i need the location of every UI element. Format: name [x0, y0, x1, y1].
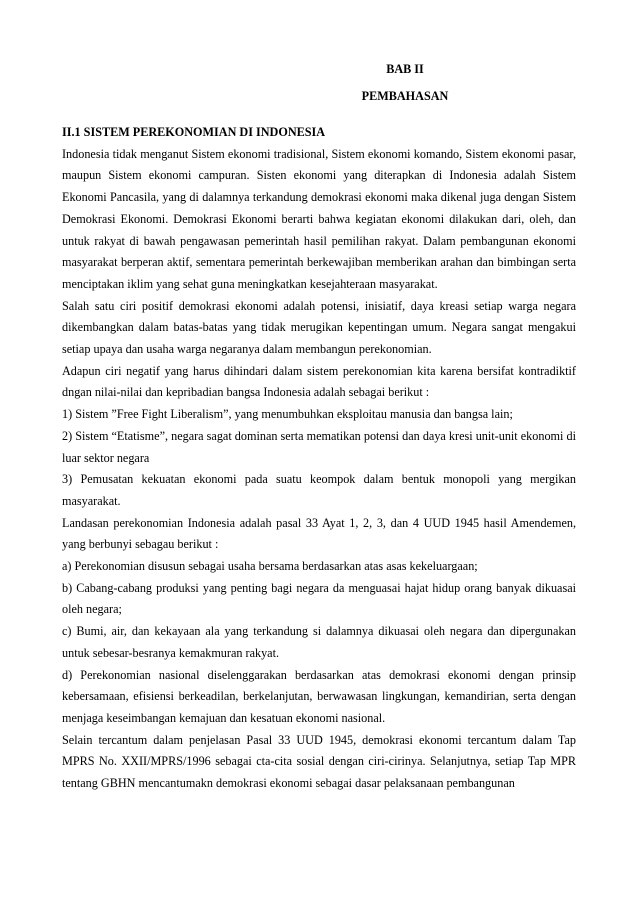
- document-body: [62, 122, 576, 795]
- paragraph: Indonesia tidak menganut Sistem ekonomi tradisional, Sistem ekonomi komando, Sistem ekonomi pasar, maupun Sistem ekonomi campuran. Sisten ekonomi yang diterapkan di Indonesia adalah Sistem Ekonomi Pancasila, yang di dalamnya terkandung demokrasi ekonomi maka dikenal juga dengan Sistem Demokrasi Ekonomi. Demokrasi Ekonomi berarti bahwa kegiatan ekonomi dilakukan dari, oleh, dan untuk rakyat di bawah pengawasan pemerintah hasil pemilihan rakyat. Dalam pembangunan ekonomi masyarakat berperan aktif, sementara pemerintah berkewajiban memberikan arahan dan bimbingan serta menciptakan iklim yang sehat guna meningkatkan kesejahteraan masyarakat.: [62, 146, 576, 291]
- chapter-subtitle: PEMBAHASAN: [361, 89, 449, 103]
- list-item: 3) Pemusatan kekuatan ekonomi pada suatu keompok dalam bentuk monopoli yang mergikan masyarakat.: [62, 472, 576, 508]
- list-item: 2) Sistem “Etatisme”, negara sagat dominan serta mematikan potensi dan daya kresi unit-unit ekonomi di luar sektor negara: [62, 428, 576, 465]
- list-item: d) Perekonomian nasional diselenggarakan berdasarkan atas demokrasi ekonomi dengan prinsip kebersamaan, efisiensi berkeadilan, berkelanjutan, berwawasan lingkungan, kemandirian, serta dengan menjaga keseimbangan kemajuan dan kesatuan ekonomi nasional.: [62, 667, 576, 725]
- chapter-title: BAB II: [386, 62, 424, 76]
- paragraph: Adapun ciri negatif yang harus dihindari dalam sistem perekonomian kita karena bersifat kontradiktif dngan nilai-nilai dan kepribadian bangsa Indonesia adalah sebagai berikut :: [62, 363, 576, 400]
- paragraph: Salah satu ciri positif demokrasi ekonomi adalah potensi, inisiatif, daya kreasi setiap warga negara dikembangkan dalam batas-batas yang tidak merugikan kepentingan umum. Negara sangat mengakui setiap upaya dan usaha warga negaranya dalam membangun perekonomian.: [62, 298, 576, 357]
- list-item: a) Perekonomian disusun sebagai usaha bersama berdasarkan atas asas kekeluargaan;: [62, 559, 478, 574]
- list-item: b) Cabang-cabang produksi yang penting bagi negara da menguasai hajat hidup orang banyak dikuasai oleh negara;: [62, 580, 576, 617]
- paragraph: Selain tercantum dalam penjelasan Pasal 33 UUD 1945, demokrasi ekonomi tercantum dalam Tap MPRS No. XXII/MPRS/1996 sebagai cta-cita sosial dengan ciri-cirinya. Selanjutnya, setiap Tap MPR tentang GBHN mencantumakn demokrasi ekonomi sebagai dasar pelaksanaan pembangunan: [62, 732, 576, 791]
- list-item: 1) Sistem ”Free Fight Liberalism”, yang menumbuhkan eksploitau manusia dan bangsa lain;: [62, 407, 513, 422]
- list-item: c) Bumi, air, dan kekayaan ala yang terkandung si dalamnya dikuasai oleh negara dan dipergunakan untuk sebesar-besranya kemakmuran rakyat.: [62, 624, 576, 660]
- section-heading: II.1 SISTEM PEREKONOMIAN DI INDONESIA: [62, 125, 326, 139]
- paragraph: Landasan perekonomian Indonesia adalah pasal 33 Ayat 1, 2, 3, dan 4 UUD 1945 hasil Amendemen, yang berbunyi sebagau berikut :: [62, 515, 576, 552]
